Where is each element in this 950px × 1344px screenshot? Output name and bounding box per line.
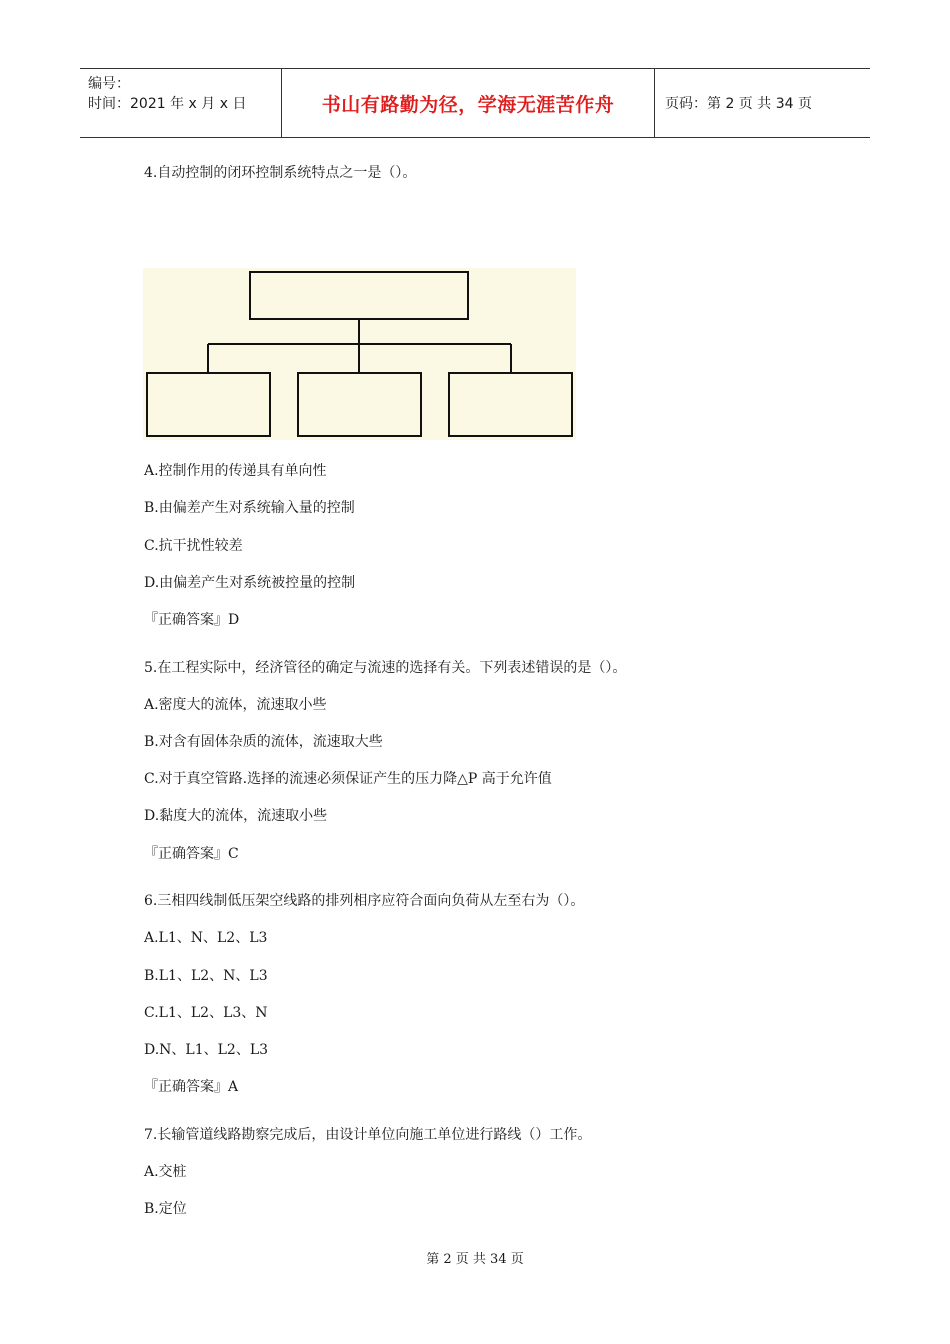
question-6-option-a: A.L1、N、L2、L3 [144, 930, 268, 946]
hierarchy-diagram [143, 268, 576, 440]
question-4-stem: 4.自动控制的闭环控制系统特点之一是（）。 [144, 165, 417, 181]
header-motto: 书山有路勤为径，学海无涯苦作舟 [321, 93, 615, 116]
question-4-option-c: C.抗干扰性较差 [144, 538, 243, 554]
question-6-stem: 6.三相四线制低压架空线路的排列相序应符合面向负荷从左至右为（）。 [144, 893, 585, 909]
question-4-option-d: D.由偏差产生对系统被控量的控制 [144, 575, 356, 591]
question-4-option-a: A.控制作用的传递具有单向性 [144, 463, 327, 479]
question-4-option-b: B.由偏差产生对系统输入量的控制 [144, 500, 355, 516]
question-5-option-b: B.对含有固体杂质的流体，流速取大些 [144, 734, 383, 750]
question-4-answer: 『正确答案』D [144, 612, 240, 628]
question-5-option-d: D.黏度大的流体，流速取小些 [144, 808, 328, 824]
question-6-option-d: D.N、L1、L2、L3 [144, 1042, 269, 1058]
header-page-cell [655, 69, 870, 137]
question-6-option-b: B.L1、L2、N、L3 [144, 968, 268, 984]
question-5-stem: 5.在工程实际中，经济管径的确定与流速的选择有关。下列表述错误的是（）。 [144, 660, 627, 676]
question-7-stem: 7.长输管道线路勘察完成后，由设计单位向施工单位进行路线（）工作。 [144, 1127, 592, 1143]
question-5-option-a: A.密度大的流体，流速取小些 [144, 697, 327, 713]
page-footer: 第 2 页 共 34 页 [426, 1252, 524, 1267]
document-date: 时间：2021 年 x 月 x 日 [88, 96, 247, 112]
header-page-info: 页码：第 2 页 共 34 页 [665, 96, 812, 112]
question-7-option-a: A.交桩 [144, 1164, 187, 1180]
header-motto-cell [281, 69, 655, 137]
question-5-option-c: C.对于真空管路.选择的流速必须保证产生的压力降△P 高于允许值 [144, 771, 552, 787]
header-meta-cell [80, 69, 281, 137]
document-header [80, 68, 870, 138]
question-6-option-c: C.L1、L2、L3、N [144, 1005, 268, 1021]
question-5-answer: 『正确答案』C [144, 846, 239, 862]
question-6-answer: 『正确答案』A [144, 1079, 239, 1095]
document-code-label: 编号： [88, 76, 130, 92]
question-7-option-b: B.定位 [144, 1201, 187, 1217]
